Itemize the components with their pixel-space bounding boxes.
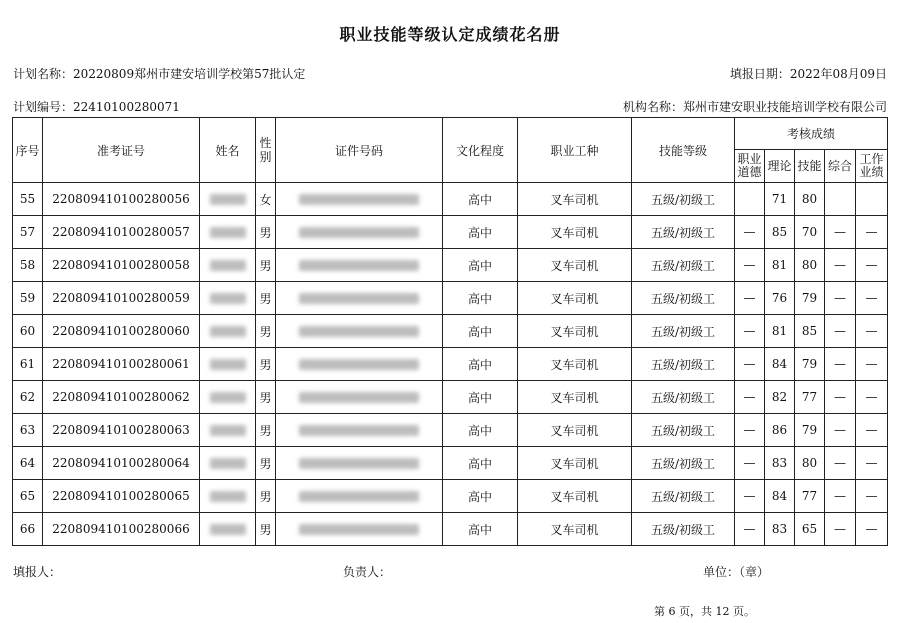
row-skill-level: 五级/初级工 xyxy=(632,348,735,381)
row-comprehensive: — xyxy=(825,381,856,414)
row-comprehensive: — xyxy=(825,249,856,282)
table-row xyxy=(13,249,888,282)
header-skill: 技能 xyxy=(795,150,825,183)
row-occupation: 叉车司机 xyxy=(518,381,632,414)
redacted-name xyxy=(210,194,246,205)
row-ticket: 220809410100280063 xyxy=(43,414,200,447)
row-name xyxy=(200,381,256,414)
header-seq: 序号 xyxy=(13,118,43,183)
row-name xyxy=(200,216,256,249)
row-id-number xyxy=(276,414,443,447)
score-roster-table xyxy=(12,117,888,546)
row-seq: 63 xyxy=(13,414,43,447)
table-row xyxy=(13,480,888,513)
row-skill: 80 xyxy=(795,249,825,282)
redacted-id-number xyxy=(299,425,419,436)
row-comprehensive xyxy=(825,183,856,216)
row-occupation: 叉车司机 xyxy=(518,447,632,480)
row-id-number xyxy=(276,315,443,348)
redacted-name xyxy=(210,425,246,436)
row-name xyxy=(200,513,256,546)
row-ticket: 220809410100280062 xyxy=(43,381,200,414)
row-gender: 男 xyxy=(256,249,276,282)
row-seq: 61 xyxy=(13,348,43,381)
table-row xyxy=(13,216,888,249)
row-comprehensive: — xyxy=(825,348,856,381)
row-occupation: 叉车司机 xyxy=(518,315,632,348)
row-comprehensive: — xyxy=(825,447,856,480)
header-work: 工作业绩 xyxy=(856,150,888,183)
row-skill-level: 五级/初级工 xyxy=(632,282,735,315)
redacted-id-number xyxy=(299,359,419,370)
redacted-id-number xyxy=(299,392,419,403)
redacted-name xyxy=(210,293,246,304)
row-work: — xyxy=(856,447,888,480)
row-ethics: — xyxy=(735,216,765,249)
row-gender: 男 xyxy=(256,315,276,348)
row-ticket: 220809410100280058 xyxy=(43,249,200,282)
redacted-name xyxy=(210,491,246,502)
row-education: 高中 xyxy=(443,183,518,216)
table-row xyxy=(13,447,888,480)
row-ethics: — xyxy=(735,513,765,546)
row-skill-level: 五级/初级工 xyxy=(632,249,735,282)
row-skill: 79 xyxy=(795,348,825,381)
row-gender: 男 xyxy=(256,348,276,381)
row-education: 高中 xyxy=(443,480,518,513)
header-comprehensive: 综合 xyxy=(825,150,856,183)
row-work: — xyxy=(856,513,888,546)
row-work: — xyxy=(856,414,888,447)
header-ticket: 准考证号 xyxy=(43,118,200,183)
row-theory: 84 xyxy=(765,480,795,513)
redacted-id-number xyxy=(299,260,419,271)
row-name xyxy=(200,315,256,348)
header-education: 文化程度 xyxy=(443,118,518,183)
row-occupation: 叉车司机 xyxy=(518,249,632,282)
row-id-number xyxy=(276,480,443,513)
organization-name: 机构名称：郑州市建安职业技能培训学校有限公司 xyxy=(622,100,887,114)
plan-name: 计划名称：20220809郑州市建安培训学校第57批认定 xyxy=(13,67,306,81)
row-occupation: 叉车司机 xyxy=(518,513,632,546)
row-skill-level: 五级/初级工 xyxy=(632,480,735,513)
row-theory: 81 xyxy=(765,249,795,282)
row-education: 高中 xyxy=(443,282,518,315)
row-skill: 77 xyxy=(795,381,825,414)
row-ethics: — xyxy=(735,348,765,381)
row-theory: 84 xyxy=(765,348,795,381)
row-id-number xyxy=(276,513,443,546)
row-ethics: — xyxy=(735,381,765,414)
row-skill-level: 五级/初级工 xyxy=(632,513,735,546)
redacted-id-number xyxy=(299,458,419,469)
row-comprehensive: — xyxy=(825,414,856,447)
row-skill-level: 五级/初级工 xyxy=(632,183,735,216)
row-name xyxy=(200,414,256,447)
row-ticket: 220809410100280066 xyxy=(43,513,200,546)
header-gender: 性别 xyxy=(256,118,276,183)
redacted-id-number xyxy=(299,293,419,304)
row-theory: 81 xyxy=(765,315,795,348)
row-education: 高中 xyxy=(443,348,518,381)
header-theory: 理论 xyxy=(765,150,795,183)
row-ethics: — xyxy=(735,447,765,480)
row-gender: 男 xyxy=(256,216,276,249)
row-skill-level: 五级/初级工 xyxy=(632,414,735,447)
row-ticket: 220809410100280065 xyxy=(43,480,200,513)
row-ethics xyxy=(735,183,765,216)
filler-label: 填报人： xyxy=(13,565,62,579)
row-theory: 82 xyxy=(765,381,795,414)
row-work: — xyxy=(856,249,888,282)
unit-stamp-label: 单位：（章） xyxy=(703,565,770,579)
row-skill: 79 xyxy=(795,414,825,447)
redacted-id-number xyxy=(299,194,419,205)
row-education: 高中 xyxy=(443,447,518,480)
row-name xyxy=(200,348,256,381)
row-skill: 65 xyxy=(795,513,825,546)
row-ethics: — xyxy=(735,282,765,315)
row-education: 高中 xyxy=(443,381,518,414)
row-name xyxy=(200,249,256,282)
row-seq: 66 xyxy=(13,513,43,546)
table-row xyxy=(13,348,888,381)
row-work: — xyxy=(856,348,888,381)
responsible-label: 负责人： xyxy=(343,565,392,579)
row-gender: 男 xyxy=(256,414,276,447)
row-seq: 59 xyxy=(13,282,43,315)
row-occupation: 叉车司机 xyxy=(518,480,632,513)
row-skill-level: 五级/初级工 xyxy=(632,447,735,480)
row-occupation: 叉车司机 xyxy=(518,216,632,249)
header-name: 姓名 xyxy=(200,118,256,183)
redacted-name xyxy=(210,458,246,469)
redacted-id-number xyxy=(299,326,419,337)
row-work: — xyxy=(856,315,888,348)
row-education: 高中 xyxy=(443,249,518,282)
row-theory: 86 xyxy=(765,414,795,447)
row-ticket: 220809410100280060 xyxy=(43,315,200,348)
row-gender: 男 xyxy=(256,480,276,513)
table-row xyxy=(13,315,888,348)
row-ticket: 220809410100280059 xyxy=(43,282,200,315)
row-gender: 男 xyxy=(256,381,276,414)
table-row xyxy=(13,282,888,315)
redacted-name xyxy=(210,326,246,337)
header-occupation: 职业工种 xyxy=(518,118,632,183)
table-row xyxy=(13,183,888,216)
row-ticket: 220809410100280061 xyxy=(43,348,200,381)
row-comprehensive: — xyxy=(825,282,856,315)
plan-number: 计划编号：22410100280071 xyxy=(13,100,180,114)
row-seq: 64 xyxy=(13,447,43,480)
row-education: 高中 xyxy=(443,414,518,447)
row-gender: 男 xyxy=(256,447,276,480)
row-skill-level: 五级/初级工 xyxy=(632,381,735,414)
row-work: — xyxy=(856,381,888,414)
row-id-number xyxy=(276,216,443,249)
row-comprehensive: — xyxy=(825,315,856,348)
row-skill: 85 xyxy=(795,315,825,348)
row-comprehensive: — xyxy=(825,513,856,546)
row-id-number xyxy=(276,282,443,315)
row-seq: 58 xyxy=(13,249,43,282)
row-skill: 77 xyxy=(795,480,825,513)
row-id-number xyxy=(276,348,443,381)
row-work: — xyxy=(856,480,888,513)
row-occupation: 叉车司机 xyxy=(518,414,632,447)
row-skill: 80 xyxy=(795,447,825,480)
row-gender: 男 xyxy=(256,282,276,315)
row-theory: 71 xyxy=(765,183,795,216)
redacted-name xyxy=(210,260,246,271)
row-gender: 女 xyxy=(256,183,276,216)
redacted-name xyxy=(210,524,246,535)
page-number: 第 6 页，共 12 页。 xyxy=(654,605,755,618)
row-name xyxy=(200,447,256,480)
redacted-name xyxy=(210,227,246,238)
row-name xyxy=(200,282,256,315)
row-id-number xyxy=(276,447,443,480)
row-name xyxy=(200,480,256,513)
row-ticket: 220809410100280064 xyxy=(43,447,200,480)
row-id-number xyxy=(276,183,443,216)
row-work: — xyxy=(856,216,888,249)
row-ethics: — xyxy=(735,249,765,282)
row-comprehensive: — xyxy=(825,216,856,249)
row-id-number xyxy=(276,249,443,282)
row-education: 高中 xyxy=(443,216,518,249)
row-seq: 60 xyxy=(13,315,43,348)
row-ethics: — xyxy=(735,414,765,447)
row-name xyxy=(200,183,256,216)
row-skill: 80 xyxy=(795,183,825,216)
redacted-name xyxy=(210,359,246,370)
table-row xyxy=(13,381,888,414)
row-seq: 55 xyxy=(13,183,43,216)
header-ethics: 职业道德 xyxy=(735,150,765,183)
row-occupation: 叉车司机 xyxy=(518,183,632,216)
row-occupation: 叉车司机 xyxy=(518,348,632,381)
row-theory: 85 xyxy=(765,216,795,249)
row-ethics: — xyxy=(735,315,765,348)
redacted-id-number xyxy=(299,524,419,535)
row-ticket: 220809410100280057 xyxy=(43,216,200,249)
row-education: 高中 xyxy=(443,513,518,546)
row-education: 高中 xyxy=(443,315,518,348)
page-title: 职业技能等级认定成绩花名册 xyxy=(339,25,561,44)
redacted-name xyxy=(210,392,246,403)
row-seq: 57 xyxy=(13,216,43,249)
row-theory: 83 xyxy=(765,513,795,546)
header-id-number: 证件号码 xyxy=(276,118,443,183)
row-theory: 76 xyxy=(765,282,795,315)
row-occupation: 叉车司机 xyxy=(518,282,632,315)
row-ethics: — xyxy=(735,480,765,513)
row-id-number xyxy=(276,381,443,414)
row-comprehensive: — xyxy=(825,480,856,513)
row-skill-level: 五级/初级工 xyxy=(632,315,735,348)
header-scores: 考核成绩 xyxy=(735,118,888,150)
redacted-id-number xyxy=(299,227,419,238)
row-skill: 70 xyxy=(795,216,825,249)
redacted-id-number xyxy=(299,491,419,502)
row-seq: 65 xyxy=(13,480,43,513)
row-seq: 62 xyxy=(13,381,43,414)
row-skill: 79 xyxy=(795,282,825,315)
row-theory: 83 xyxy=(765,447,795,480)
report-date: 填报日期：2022年08月09日 xyxy=(729,67,887,81)
row-gender: 男 xyxy=(256,513,276,546)
header-skill-level: 技能等级 xyxy=(632,118,735,183)
table-row xyxy=(13,414,888,447)
row-work: — xyxy=(856,282,888,315)
row-ticket: 220809410100280056 xyxy=(43,183,200,216)
row-work xyxy=(856,183,888,216)
row-skill-level: 五级/初级工 xyxy=(632,216,735,249)
table-row xyxy=(13,513,888,546)
